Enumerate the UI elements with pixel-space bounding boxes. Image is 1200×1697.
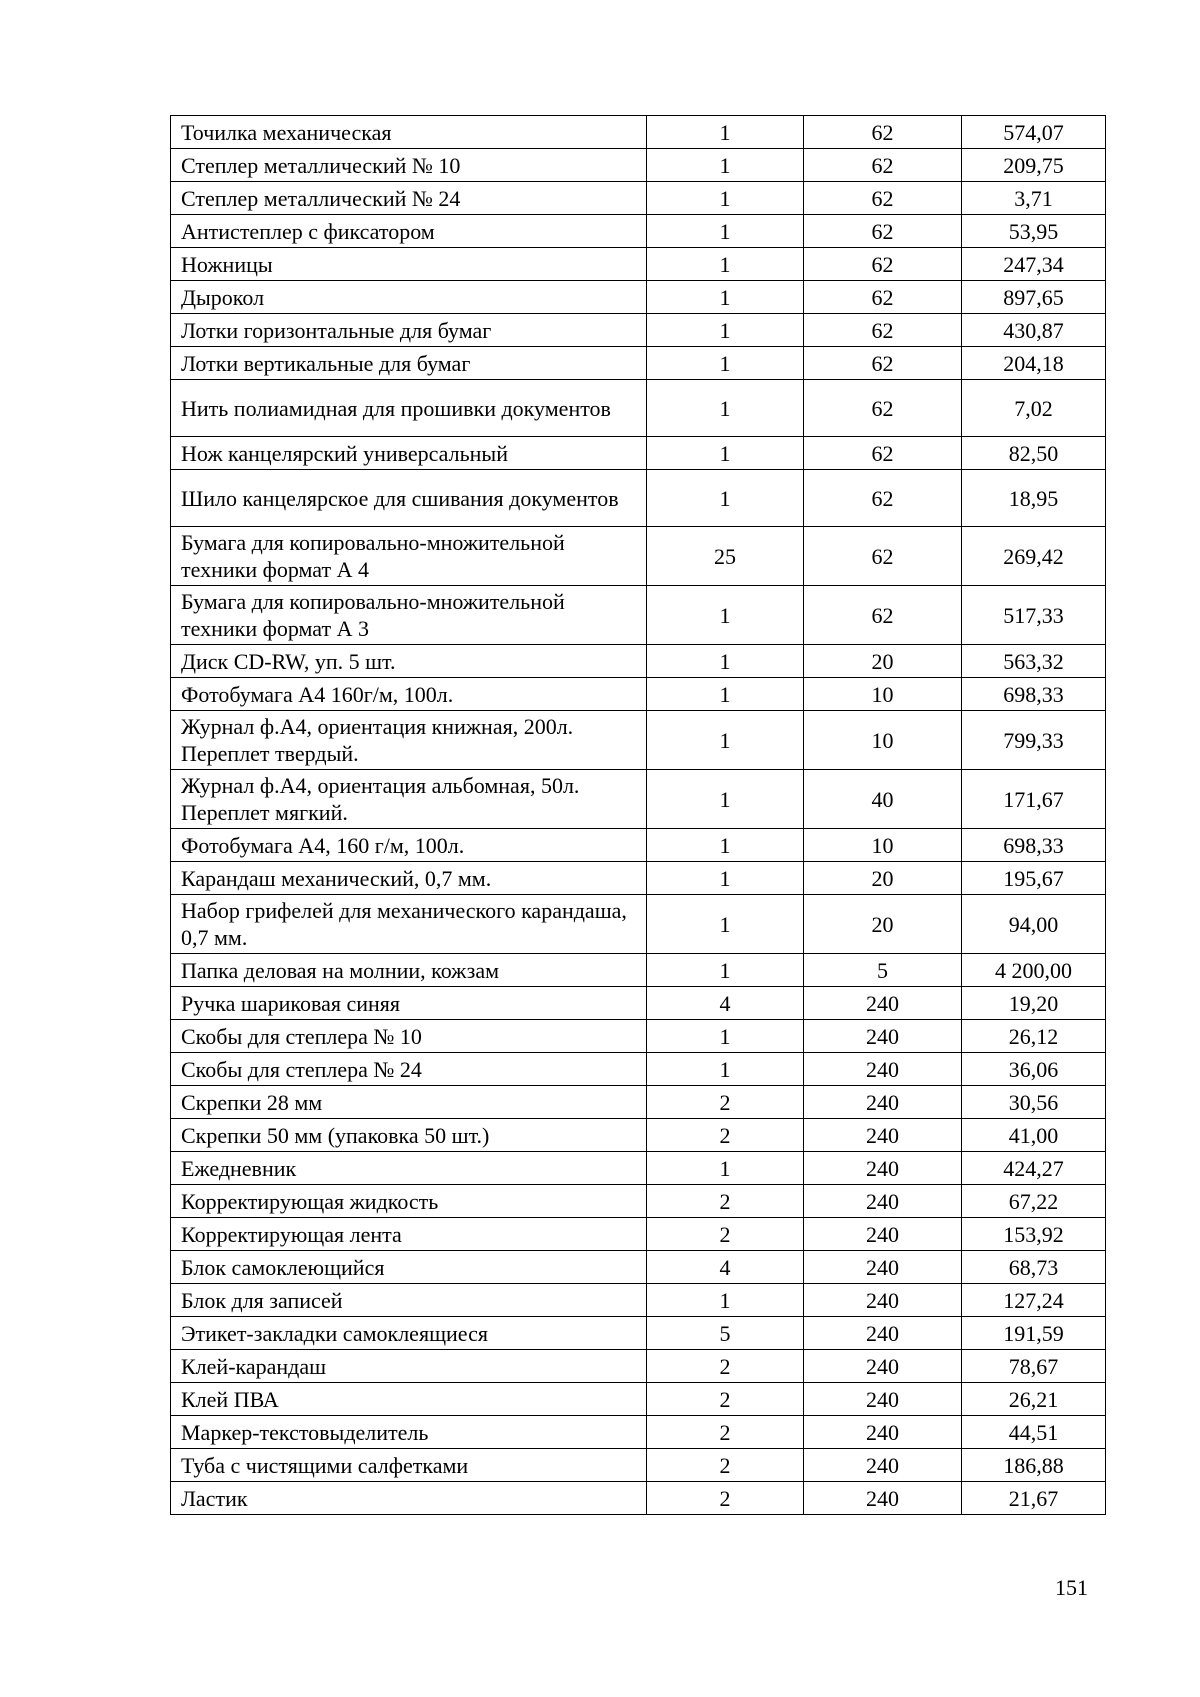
table-row (171, 314, 1106, 347)
norm-cell: 62 (804, 470, 962, 527)
quantity-cell: 1 (647, 470, 804, 527)
price-cell: 26,12 (962, 1020, 1106, 1053)
quantity-cell: 1 (647, 437, 804, 470)
norm-cell: 62 (804, 314, 962, 347)
norm-cell: 240 (804, 987, 962, 1020)
item-name-cell: Ножницы (171, 248, 647, 281)
quantity-cell: 1 (647, 711, 804, 770)
quantity-cell: 2 (647, 1449, 804, 1482)
item-name-cell: Журнал ф.А4, ориентация книжная, 200л. Переплет твердый. (171, 711, 647, 770)
norm-cell: 240 (804, 1185, 962, 1218)
quantity-cell: 1 (647, 380, 804, 437)
price-cell: 53,95 (962, 215, 1106, 248)
quantity-cell: 5 (647, 1317, 804, 1350)
table-row (171, 248, 1106, 281)
norm-cell: 62 (804, 347, 962, 380)
table-row (171, 1251, 1106, 1284)
item-name-cell: Клей ПВА (171, 1383, 647, 1416)
table-row (171, 1152, 1106, 1185)
table-row (171, 1416, 1106, 1449)
table-row (171, 895, 1106, 954)
item-name-cell: Лотки вертикальные для бумаг (171, 347, 647, 380)
quantity-cell: 1 (647, 862, 804, 895)
norm-cell: 10 (804, 678, 962, 711)
item-name-cell: Степлер металлический № 10 (171, 149, 647, 182)
table-row (171, 1020, 1106, 1053)
quantity-cell: 1 (647, 1020, 804, 1053)
norm-cell: 10 (804, 711, 962, 770)
price-cell: 424,27 (962, 1152, 1106, 1185)
norm-cell: 240 (804, 1119, 962, 1152)
price-cell: 19,20 (962, 987, 1106, 1020)
norm-cell: 240 (804, 1284, 962, 1317)
table-row (171, 1383, 1106, 1416)
page-number: 151 (1055, 1575, 1088, 1600)
table-row (171, 711, 1106, 770)
item-name-cell: Скрепки 50 мм (упаковка 50 шт.) (171, 1119, 647, 1152)
quantity-cell: 1 (647, 954, 804, 987)
price-cell: 897,65 (962, 281, 1106, 314)
price-cell: 209,75 (962, 149, 1106, 182)
quantity-cell: 1 (647, 770, 804, 829)
price-cell: 186,88 (962, 1449, 1106, 1482)
norm-cell: 20 (804, 895, 962, 954)
table-row (171, 586, 1106, 645)
item-name-cell: Блок для записей (171, 1284, 647, 1317)
table-row (171, 954, 1106, 987)
quantity-cell: 1 (647, 586, 804, 645)
item-name-cell: Нож канцелярский универсальный (171, 437, 647, 470)
price-cell: 3,71 (962, 182, 1106, 215)
item-name-cell: Журнал ф.А4, ориентация альбомная, 50л. Переплет мягкий. (171, 770, 647, 829)
norm-cell: 240 (804, 1350, 962, 1383)
price-cell: 204,18 (962, 347, 1106, 380)
price-cell: 574,07 (962, 116, 1106, 149)
norm-cell: 240 (804, 1020, 962, 1053)
price-cell: 247,34 (962, 248, 1106, 281)
item-name-cell: Фотобумага А4 160г/м, 100л. (171, 678, 647, 711)
price-cell: 18,95 (962, 470, 1106, 527)
quantity-cell: 1 (647, 645, 804, 678)
table-row (171, 1086, 1106, 1119)
item-name-cell: Дырокол (171, 281, 647, 314)
norm-cell: 240 (804, 1449, 962, 1482)
table-row (171, 678, 1106, 711)
table-row (171, 645, 1106, 678)
item-name-cell: Скобы для степлера № 24 (171, 1053, 647, 1086)
item-name-cell: Ручка шариковая синяя (171, 987, 647, 1020)
price-cell: 44,51 (962, 1416, 1106, 1449)
table-row (171, 1449, 1106, 1482)
norm-cell: 240 (804, 1482, 962, 1515)
norm-cell: 62 (804, 116, 962, 149)
price-cell: 799,33 (962, 711, 1106, 770)
item-name-cell: Корректирующая жидкость (171, 1185, 647, 1218)
price-cell: 517,33 (962, 586, 1106, 645)
table-row (171, 437, 1106, 470)
item-name-cell: Антистеплер с фиксатором (171, 215, 647, 248)
price-cell: 67,22 (962, 1185, 1106, 1218)
quantity-cell: 1 (647, 1053, 804, 1086)
quantity-cell: 2 (647, 1350, 804, 1383)
quantity-cell: 1 (647, 895, 804, 954)
table-row (171, 770, 1106, 829)
table-row (171, 862, 1106, 895)
norm-cell: 240 (804, 1218, 962, 1251)
table-row (171, 281, 1106, 314)
norm-cell: 62 (804, 149, 962, 182)
norm-cell: 240 (804, 1416, 962, 1449)
price-cell: 26,21 (962, 1383, 1106, 1416)
norm-cell: 62 (804, 527, 962, 586)
price-cell: 7,02 (962, 380, 1106, 437)
price-cell: 94,00 (962, 895, 1106, 954)
quantity-cell: 1 (647, 116, 804, 149)
item-name-cell: Нить полиамидная для прошивки документов (171, 380, 647, 437)
item-name-cell: Карандаш механический, 0,7 мм. (171, 862, 647, 895)
price-cell: 78,67 (962, 1350, 1106, 1383)
price-cell: 191,59 (962, 1317, 1106, 1350)
quantity-cell: 1 (647, 1284, 804, 1317)
item-name-cell: Блок самоклеющийся (171, 1251, 647, 1284)
price-cell: 171,67 (962, 770, 1106, 829)
table-row (171, 1350, 1106, 1383)
item-name-cell: Папка деловая на молнии, кожзам (171, 954, 647, 987)
norm-cell: 240 (804, 1053, 962, 1086)
table-row (171, 1119, 1106, 1152)
price-cell: 430,87 (962, 314, 1106, 347)
norm-cell: 240 (804, 1086, 962, 1119)
item-name-cell: Шило канцелярское для сшивания документов (171, 470, 647, 527)
table-row (171, 182, 1106, 215)
item-name-cell: Скобы для степлера № 10 (171, 1020, 647, 1053)
table-row (171, 1218, 1106, 1251)
quantity-cell: 2 (647, 1482, 804, 1515)
norm-cell: 10 (804, 829, 962, 862)
table-row (171, 829, 1106, 862)
quantity-cell: 1 (647, 215, 804, 248)
table-row (171, 1284, 1106, 1317)
item-name-cell: Маркер-текстовыделитель (171, 1416, 647, 1449)
price-cell: 41,00 (962, 1119, 1106, 1152)
quantity-cell: 1 (647, 182, 804, 215)
quantity-cell: 25 (647, 527, 804, 586)
quantity-cell: 1 (647, 314, 804, 347)
item-name-cell: Корректирующая лента (171, 1218, 647, 1251)
price-cell: 82,50 (962, 437, 1106, 470)
norm-cell: 5 (804, 954, 962, 987)
table-row (171, 1185, 1106, 1218)
price-cell: 68,73 (962, 1251, 1106, 1284)
quantity-cell: 2 (647, 1383, 804, 1416)
table-row (171, 1317, 1106, 1350)
item-name-cell: Диск CD-RW, уп. 5 шт. (171, 645, 647, 678)
item-name-cell: Степлер металлический № 24 (171, 182, 647, 215)
price-cell: 698,33 (962, 678, 1106, 711)
price-cell: 21,67 (962, 1482, 1106, 1515)
quantity-cell: 2 (647, 1416, 804, 1449)
table-row (171, 215, 1106, 248)
item-name-cell: Скрепки 28 мм (171, 1086, 647, 1119)
norm-cell: 62 (804, 182, 962, 215)
table-row (171, 1482, 1106, 1515)
supplies-table (170, 115, 1106, 1515)
table-row (171, 380, 1106, 437)
table-row (171, 1053, 1106, 1086)
norm-cell: 62 (804, 380, 962, 437)
quantity-cell: 2 (647, 1185, 804, 1218)
norm-cell: 62 (804, 281, 962, 314)
item-name-cell: Ластик (171, 1482, 647, 1515)
item-name-cell: Лотки горизонтальные для бумаг (171, 314, 647, 347)
quantity-cell: 4 (647, 987, 804, 1020)
norm-cell: 62 (804, 248, 962, 281)
quantity-cell: 2 (647, 1119, 804, 1152)
quantity-cell: 4 (647, 1251, 804, 1284)
item-name-cell: Точилка механическая (171, 116, 647, 149)
price-cell: 127,24 (962, 1284, 1106, 1317)
item-name-cell: Бумага для копировально-множительной техники формат А 4 (171, 527, 647, 586)
price-cell: 4 200,00 (962, 954, 1106, 987)
table-row (171, 116, 1106, 149)
price-cell: 698,33 (962, 829, 1106, 862)
quantity-cell: 2 (647, 1086, 804, 1119)
price-cell: 563,32 (962, 645, 1106, 678)
table-body (171, 116, 1106, 1515)
item-name-cell: Фотобумага А4, 160 г/м, 100л. (171, 829, 647, 862)
norm-cell: 62 (804, 586, 962, 645)
price-cell: 30,56 (962, 1086, 1106, 1119)
item-name-cell: Ежедневник (171, 1152, 647, 1185)
price-cell: 36,06 (962, 1053, 1106, 1086)
quantity-cell: 1 (647, 347, 804, 380)
table-row (171, 987, 1106, 1020)
norm-cell: 240 (804, 1152, 962, 1185)
table-row (171, 347, 1106, 380)
table-row (171, 527, 1106, 586)
item-name-cell: Туба с чистящими салфетками (171, 1449, 647, 1482)
norm-cell: 20 (804, 862, 962, 895)
quantity-cell: 1 (647, 829, 804, 862)
norm-cell: 20 (804, 645, 962, 678)
norm-cell: 240 (804, 1317, 962, 1350)
norm-cell: 62 (804, 437, 962, 470)
norm-cell: 40 (804, 770, 962, 829)
table-row (171, 149, 1106, 182)
item-name-cell: Этикет-закладки самоклеящиеся (171, 1317, 647, 1350)
item-name-cell: Набор грифелей для механического карандаша, 0,7 мм. (171, 895, 647, 954)
quantity-cell: 1 (647, 248, 804, 281)
quantity-cell: 2 (647, 1218, 804, 1251)
price-cell: 153,92 (962, 1218, 1106, 1251)
quantity-cell: 1 (647, 281, 804, 314)
norm-cell: 240 (804, 1251, 962, 1284)
price-cell: 269,42 (962, 527, 1106, 586)
norm-cell: 62 (804, 215, 962, 248)
price-cell: 195,67 (962, 862, 1106, 895)
norm-cell: 240 (804, 1383, 962, 1416)
table-row (171, 470, 1106, 527)
item-name-cell: Бумага для копировально-множительной техники формат А 3 (171, 586, 647, 645)
quantity-cell: 1 (647, 678, 804, 711)
quantity-cell: 1 (647, 149, 804, 182)
item-name-cell: Клей-карандаш (171, 1350, 647, 1383)
quantity-cell: 1 (647, 1152, 804, 1185)
